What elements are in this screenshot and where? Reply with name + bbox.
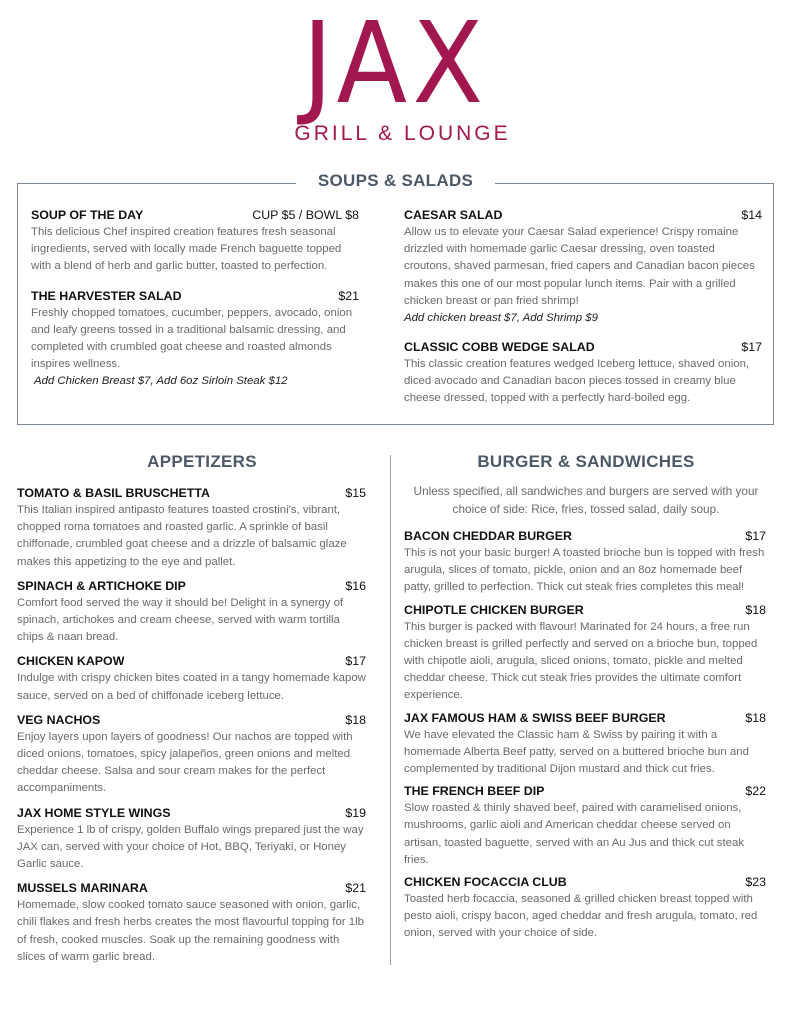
menu-item-price: $19	[345, 805, 366, 820]
menu-item-name: THE HARVESTER SALAD	[31, 288, 182, 303]
menu-item-description: Slow roasted & thinly shaved beef, paired with caramelised onions, mushrooms, garlic aioli and American cheddar cheese served on artisan, toasted baguette, served with an Au Jus and thick cut steak fries.	[404, 802, 745, 866]
menu-item-price: CUP $5 / BOWL $8	[252, 208, 359, 222]
menu-item-description: We have elevated the Classic ham & Swiss by pairing it with a homemade Alberta Beef patty, served on a buttered brioche bun and complemented by traditional Dijon mustard and thick cut fries.	[404, 728, 749, 776]
menu-item	[17, 880, 366, 966]
menu-item-name: MUSSELS MARINARA	[17, 881, 148, 896]
menu-item-price: $16	[345, 578, 366, 593]
menu-item	[31, 207, 359, 276]
burgers-heading: BURGER & SANDWICHES	[404, 452, 768, 472]
menu-item-name: CHIPOTLE CHICKEN BURGER	[404, 602, 584, 617]
menu-item-price: $15	[345, 486, 366, 500]
menu-item-header	[404, 783, 766, 800]
menu-item	[404, 874, 766, 943]
menu-item	[31, 288, 359, 391]
burgers-intro-note: Unless specified, all sandwiches and burgers are served with your choice of side: Rice, fries, tossed salad, daily soup.	[413, 484, 759, 516]
menu-item-name: SOUP OF THE DAY	[31, 208, 144, 222]
menu-item	[404, 207, 762, 327]
menu-item	[17, 805, 366, 874]
menu-item	[17, 578, 366, 647]
menu-item-description: This burger is packed with flavour! Marinated for 24 hours, a free run chicken breast is grilled perfectly and served on a brioche bun, topped with chipotle aioli, arugula, sliced onions, tomato, pickle and melted cheddar cheese. Thick cut steak fries provides the ultimate comfort experience.	[404, 620, 758, 702]
menu-item	[17, 712, 366, 798]
burgers-column	[404, 528, 766, 948]
appetizers-column	[17, 485, 366, 973]
menu-item-price: $17	[345, 654, 366, 669]
menu-item-name: BACON CHEDDAR BURGER	[404, 529, 572, 543]
menu-item-price: $22	[745, 784, 766, 799]
column-divider	[390, 455, 391, 965]
menu-item-header	[17, 485, 366, 502]
menu-item-description: Allow us to elevate your Caesar Salad experience! Crispy romaine drizzled with homemade garlic Caesar dressing, oven toasted croutons, shaved parmesan, fried capers and Canadian bacon pieces makes this one of our most popular lunch items. Pair with a grilled chicken breast or pan fried shrimp!	[404, 226, 755, 307]
menu-item-description: This delicious Chef inspired creation features fresh seasonal ingredients, served with locally made French baguette topped with a blend of herb and garlic butter, toasted to perfection.	[31, 226, 342, 273]
menu-item	[17, 485, 366, 571]
menu-item-header	[404, 528, 766, 545]
menu-item-header	[404, 207, 762, 224]
soups-salads-heading: SOUPS & SALADS	[0, 171, 791, 191]
menu-item-description: Toasted herb focaccia, seasoned & grilled chicken breast topped with pesto aioli, crispy bacon, aged cheddar and fresh arugula, tomato, red onion, served with your choice of side.	[404, 893, 758, 940]
menu-item-name: THE FRENCH BEEF DIP	[404, 784, 545, 799]
menu-item-header	[17, 578, 366, 595]
menu-item	[17, 653, 366, 704]
menu-item-price: $17	[745, 529, 766, 543]
menu-item-header	[17, 805, 366, 822]
menu-item-header	[31, 207, 359, 224]
menu-item-name: SPINACH & ARTICHOKE DIP	[17, 578, 186, 593]
menu-item-header	[17, 712, 366, 729]
soups-right-column	[404, 207, 762, 420]
menu-item-addons: Add chicken breast $7, Add Shrimp $9	[404, 312, 598, 325]
menu-item-description: Homemade, slow cooked tomato sauce seasoned with onion, garlic, chili flakes and fresh herbs creates the most flavourful topping for 1lb of fresh, cooked muscles. Soak up the remaining goodness with slices of warm garlic bread.	[17, 899, 364, 963]
menu-item-description: Enjoy layers upon layers of goodness! Our nachos are topped with diced onions, tomatoes, spicy jalapeños, green onions and melted cheddar cheese. Salsa and sour cream makes for the perfect accompaniments.	[17, 730, 353, 795]
restaurant-logo	[0, 0, 791, 146]
menu-item-price: $14	[741, 208, 762, 222]
menu-item-price: $21	[338, 288, 359, 303]
menu-item	[404, 339, 762, 408]
menu-item-price: $17	[741, 340, 762, 355]
menu-item	[404, 710, 766, 779]
menu-item-price: $18	[745, 710, 766, 725]
menu-item-price: $23	[745, 875, 766, 890]
menu-item-description: Experience 1 lb of crispy, golden Buffalo wings prepared just the way JAX can, served with your choice of Hot, BBQ, Teriyaki, or Honey Garlic sauce.	[17, 823, 364, 871]
menu-item-description: Indulge with crispy chicken bites coated in a tangy homemade kapow sauce, served on a bed of chiffonade iceberg lettuce.	[17, 672, 366, 702]
menu-item-name: CHICKEN FOCACCIA CLUB	[404, 875, 567, 890]
menu-item-description: Comfort food served the way it should be! Delight in a synergy of spinach, artichokes and cream cheese, served with warm tortilla chips & naan bread.	[17, 596, 344, 644]
menu-item-name: JAX HOME STYLE WINGS	[17, 805, 171, 820]
menu-item-description: This is not your basic burger! A toasted brioche bun is topped with fresh arugula, slices of tomato, pickle, onion and an 8oz homemade beef patty, grilled to perfection. Thick cut steak fries completes this meal!	[404, 547, 765, 594]
menu-item-header	[31, 288, 359, 305]
menu-item-header	[17, 880, 366, 897]
menu-item-name: CAESAR SALAD	[404, 208, 503, 222]
soups-left-column	[31, 207, 359, 402]
menu-item-name: VEG NACHOS	[17, 712, 101, 727]
menu-item	[404, 602, 766, 705]
menu-item-header	[17, 653, 366, 670]
menu-item-header	[404, 602, 766, 619]
menu-item-name: JAX FAMOUS HAM & SWISS BEEF BURGER	[404, 710, 666, 725]
menu-item-price: $21	[345, 881, 366, 896]
menu-item	[404, 528, 766, 597]
logo-wordmark: JAX	[302, 0, 489, 129]
menu-item-price: $18	[745, 602, 766, 617]
menu-item-name: CHICKEN KAPOW	[17, 654, 125, 669]
menu-item-description: Freshly chopped tomatoes, cucumber, peppers, avocado, onion and leafy greens tossed in a traditional balsamic dressing, and completed with crumbled goat cheese and roasted almonds inspires wellness.	[31, 306, 353, 371]
menu-item-name: TOMATO & BASIL BRUSCHETTA	[17, 486, 210, 500]
menu-item-description: This classic creation features wedged Iceberg lettuce, shaved onion, diced avocado and Canadian bacon pieces tossed in creamy blue cheese dressed, topped with a perfectly hard-boiled egg.	[404, 358, 750, 405]
menu-item-price: $18	[345, 712, 366, 727]
logo-tagline: GRILL & LOUNGE	[294, 122, 511, 145]
menu-item-header	[404, 874, 766, 891]
menu-item-addons: Add Chicken Breast $7, Add 6oz Sirloin Steak $12	[34, 375, 288, 388]
menu-item-name: CLASSIC COBB WEDGE SALAD	[404, 340, 595, 355]
menu-item-description: This Italian inspired antipasto features toasted crostini's, vibrant, chopped roma tomatoes and roasted garlic. A sprinkle of basil chiffonade, crumbled goat cheese and a drizzle of balsamic glaze makes this appetizing to the eye and pallet.	[17, 504, 347, 568]
menu-item-header	[404, 710, 766, 727]
appetizers-heading: APPETIZERS	[17, 452, 387, 472]
menu-item	[404, 783, 766, 869]
menu-item-header	[404, 339, 762, 356]
